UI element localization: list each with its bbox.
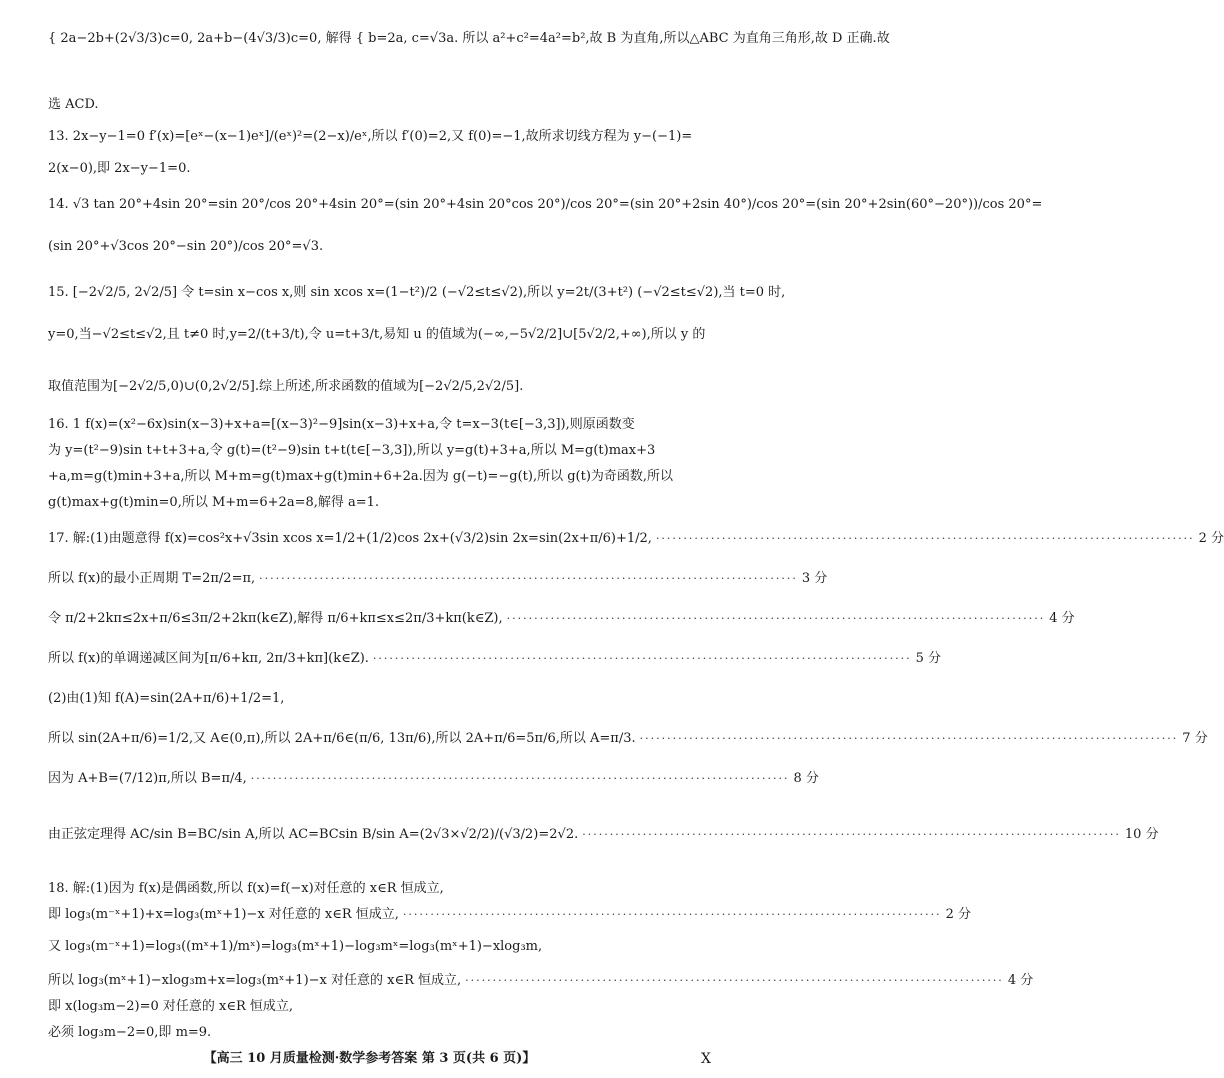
line-19: 所以 sin(2A+π/6)=1/2,又 A∈(0,π),所以 2A+π/6∈(π/6, 13π/6),所以 2A+π/6=5π/6,所以 A=π/3. ·································································································· 7 分 [48, 731, 1208, 746]
line-1: { 2a−2b+(2√3/3)c=0, 2a+b−(4√3/3)c=0, 解得 { b=2a, c=√3a. 所以 a²+c²=4a²=b²,故 B 为直角,所以△ABC 为直角三角形,故 D 正确.故 [48, 31, 890, 46]
line-25: 所以 log₃(mˣ+1)−xlog₃m+x=log₃(mˣ+1)−x 对任意的 x∈R 恒成立, ·································································································· 4 分 [48, 973, 1034, 988]
line-11: 为 y=(t²−9)sin t+t+3+a,令 g(t)=(t²−9)sin t+t(t∈[−3,3]),所以 y=g(t)+3+a,所以 M=g(t)max+3 [48, 443, 656, 458]
leader-dots: ·································································································· [250, 772, 790, 785]
line-3: 13. 2x−y−1=0 f′(x)=[eˣ−(x−1)eˣ]/(eˣ)²=(2−x)/eˣ,所以 f′(0)=2,又 f(0)=−1,故所求切线方程为 y−(−1)= [48, 129, 693, 144]
leader-dots: ·································································································· [372, 652, 912, 665]
line-27: 必须 log₃m−2=0,即 m=9. [48, 1025, 212, 1040]
line-13: g(t)max+g(t)min=0,所以 M+m=6+2a=8,解得 a=1. [48, 495, 380, 510]
leader-dots: ·································································································· [639, 732, 1179, 745]
leader-dots: ·································································································· [506, 612, 1046, 625]
line-5: 14. √3 tan 20°+4sin 20°=sin 20°/cos 20°+4sin 20°=(sin 20°+4sin 20°cos 20°)/cos 20°=(sin 20°+2sin 40°)/cos 20°=(sin 20°+2sin(60°−20°))/cos 20°= [48, 197, 1043, 212]
line-17: 所以 f(x)的单调递减区间为[π/6+kπ, 2π/3+kπ](k∈Z). ·································································································· 5 分 [48, 651, 942, 666]
leader-dots: ·································································································· [582, 828, 1121, 841]
line-24: 又 log₃(m⁻ˣ+1)=log₃((mˣ+1)/mˣ)=log₃(mˣ+1)−log₃mˣ=log₃(mˣ+1)−xlog₃m, [48, 939, 543, 954]
line-14: 17. 解:(1)由题意得 f(x)=cos²x+√3sin xcos x=1/2+(1/2)cos 2x+(√3/2)sin 2x=sin(2x+π/6)+1/2, ·································································································· 2 分 [48, 531, 1224, 546]
line-15: 所以 f(x)的最小正周期 T=2π/2=π, ·································································································· 3 分 [48, 571, 828, 586]
line-21: 由正弦定理得 AC/sin B=BC/sin A,所以 AC=BCsin B/sin A=(2√3×√2/2)/(√3/2)=2√2. ·································································································· 10 分 [48, 827, 1159, 842]
line-20: 因为 A+B=(7/12)π,所以 B=π/4, ·································································································· 8 分 [48, 771, 819, 786]
page-footer: 【高三 10 月质量检测·数学参考答案 第 3 页(共 6 页)】 [203, 1051, 536, 1066]
line-8: y=0,当−√2≤t≤√2,且 t≠0 时,y=2/(t+3/t),令 u=t+3/t,易知 u 的值域为(−∞,−5√2/2]∪[5√2/2,+∞),所以 y 的 [48, 327, 706, 342]
line-2: 选 ACD. [48, 97, 99, 112]
line-7: 15. [−2√2/5, 2√2/5] 令 t=sin x−cos x,则 sin xcos x=(1−t²)/2 (−√2≤t≤√2),所以 y=2t/(3+t²) (−√2≤t≤√2),当 t=0 时, [48, 285, 786, 300]
line-26: 即 x(log₃m−2)=0 对任意的 x∈R 恒成立, [48, 999, 294, 1014]
leader-dots: ·································································································· [465, 974, 1004, 987]
corner-mark: X [701, 1051, 711, 1067]
line-18: (2)由(1)知 f(A)=sin(2A+π/6)+1/2=1, [48, 691, 285, 706]
line-10: 16. 1 f(x)=(x²−6x)sin(x−3)+x+a=[(x−3)²−9]sin(x−3)+x+a,令 t=x−3(t∈[−3,3]),则原函数变 [48, 417, 635, 432]
line-22: 18. 解:(1)因为 f(x)是偶函数,所以 f(x)=f(−x)对任意的 x∈R 恒成立, [48, 881, 444, 896]
line-23: 即 log₃(m⁻ˣ+1)+x=log₃(mˣ+1)−x 对任意的 x∈R 恒成立, ·································································································· 2 分 [48, 907, 972, 922]
line-4: 2(x−0),即 2x−y−1=0. [48, 161, 191, 176]
line-16: 令 π/2+2kπ≤2x+π/6≤3π/2+2kπ(k∈Z),解得 π/6+kπ≤x≤2π/3+kπ(k∈Z), ·································································································· 4 分 [48, 611, 1075, 626]
line-6: (sin 20°+√3cos 20°−sin 20°)/cos 20°=√3. [48, 239, 324, 254]
leader-dots: ·································································································· [259, 572, 798, 585]
leader-dots: ·································································································· [655, 532, 1195, 545]
line-12: +a,m=g(t)min+3+a,所以 M+m=g(t)max+g(t)min+6+2a.因为 g(−t)=−g(t),所以 g(t)为奇函数,所以 [48, 469, 674, 484]
leader-dots: ·································································································· [402, 908, 942, 921]
line-9: 取值范围为[−2√2/5,0)∪(0,2√2/5].综上所述,所求函数的值域为[−2√2/5,2√2/5]. [48, 379, 524, 394]
